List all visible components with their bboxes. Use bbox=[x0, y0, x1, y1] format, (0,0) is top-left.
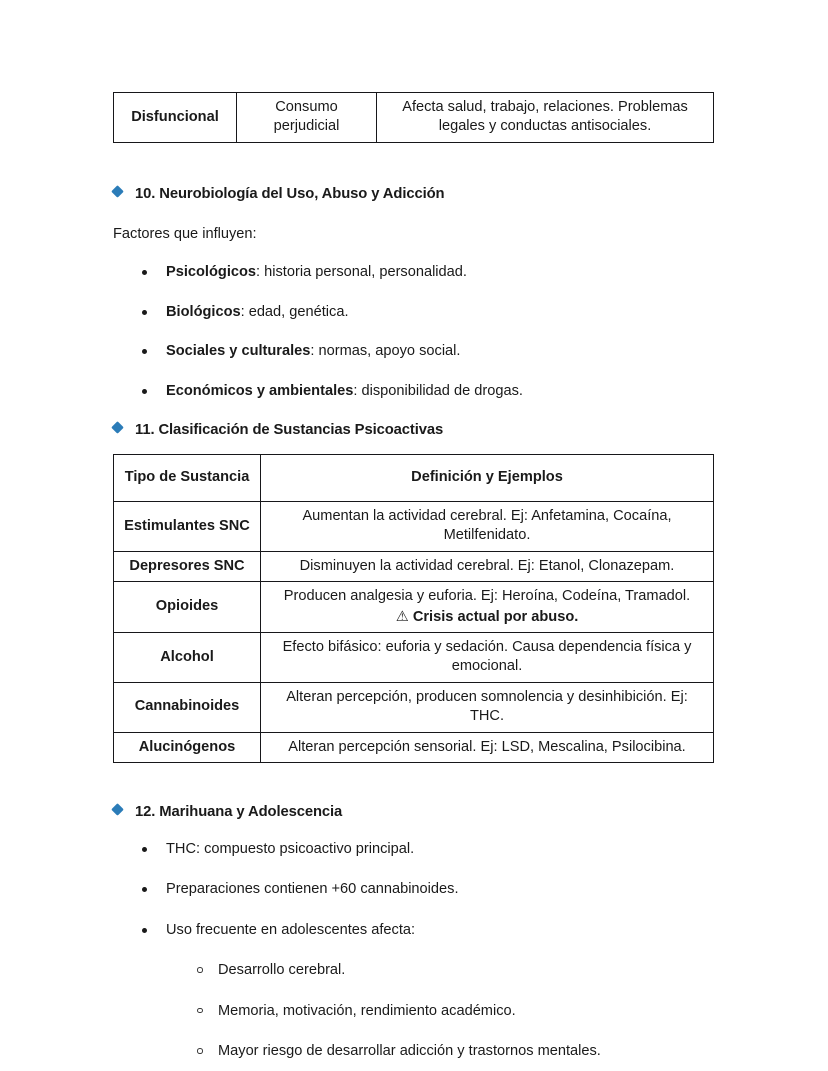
list-item-separator: : bbox=[256, 264, 265, 281]
substance-definition: Disminuyen la actividad cerebral. Ej: Etanol, Clonazepam. bbox=[261, 551, 714, 581]
factors-intro-text: Factores que influyen: bbox=[113, 225, 257, 242]
table-row bbox=[114, 632, 714, 682]
section-heading-11 bbox=[113, 422, 713, 438]
table-row bbox=[114, 93, 714, 143]
marihuana-sublist bbox=[113, 960, 713, 1061]
list-item: Uso frecuente en adolescentes afecta: bbox=[113, 920, 713, 940]
blue-diamond-icon bbox=[111, 421, 124, 434]
list-item: Memoria, motivación, rendimiento académico. bbox=[113, 1001, 713, 1021]
substance-definition: Alteran percepción, producen somnolencia y desinhibición. Ej: THC. bbox=[261, 682, 714, 732]
consumption-types-table bbox=[113, 92, 714, 143]
list-item-text: historia personal, personalidad. bbox=[264, 264, 467, 281]
list-item-term: Psicológicos bbox=[166, 264, 257, 281]
substance-type: Depresores SNC bbox=[114, 551, 261, 581]
section-heading-10 bbox=[113, 186, 713, 202]
section-heading-11-label: 11. Clasificación de Sustancias Psicoactivas bbox=[135, 421, 444, 438]
table-header-type: Tipo de Sustancia bbox=[114, 454, 261, 501]
warning-icon: ⚠ bbox=[395, 608, 409, 625]
table-row bbox=[114, 501, 714, 551]
consumption-type-description: Afecta salud, trabajo, relaciones. Problemas legales y conductas antisociales. bbox=[377, 93, 714, 143]
list-item bbox=[113, 341, 713, 361]
list-item-separator: : bbox=[240, 303, 249, 320]
table-row bbox=[114, 682, 714, 732]
table-header-definition: Definición y Ejemplos bbox=[261, 454, 714, 501]
list-item-text: disponibilidad de drogas. bbox=[361, 382, 523, 399]
list-item: Preparaciones contienen +60 cannabinoides. bbox=[113, 879, 713, 899]
list-item-term: Biológicos bbox=[166, 303, 241, 320]
list-item-separator: : bbox=[353, 382, 362, 399]
table-row bbox=[114, 582, 714, 633]
list-item-text: edad, genética. bbox=[248, 303, 349, 320]
document-content bbox=[113, 92, 713, 1062]
substance-definition: Alteran percepción sensorial. Ej: LSD, Mescalina, Psilocibina. bbox=[261, 732, 714, 762]
table-row bbox=[114, 732, 714, 762]
substance-warning-text: Crisis actual por abuso. bbox=[412, 608, 579, 625]
table-row bbox=[114, 551, 714, 581]
section-heading-10-label: 10. Neurobiología del Uso, Abuso y Adicción bbox=[135, 185, 445, 202]
list-item bbox=[113, 302, 713, 322]
substance-type: Opioides bbox=[114, 582, 261, 633]
psychoactive-substances-table bbox=[113, 454, 714, 763]
list-item: Desarrollo cerebral. bbox=[113, 960, 713, 980]
list-item-text: normas, apoyo social. bbox=[318, 343, 461, 360]
consumption-type-label: Disfuncional bbox=[114, 93, 237, 143]
section-heading-12 bbox=[113, 804, 713, 820]
marihuana-list bbox=[113, 839, 713, 940]
list-item: THC: compuesto psicoactivo principal. bbox=[113, 839, 713, 859]
substance-definition: Aumentan la actividad cerebral. Ej: Anfetamina, Cocaína, Metilfenidato. bbox=[261, 501, 714, 551]
substance-warning-line bbox=[268, 608, 706, 627]
list-item-separator: : bbox=[310, 343, 319, 360]
substance-definition: Producen analgesia y euforia. Ej: Heroína, Codeína, Tramadol. bbox=[283, 588, 691, 605]
section-heading-12-label: 12. Marihuana y Adolescencia bbox=[135, 803, 343, 820]
substance-type: Cannabinoides bbox=[114, 682, 261, 732]
substance-type: Alucinógenos bbox=[114, 732, 261, 762]
substance-type: Estimulantes SNC bbox=[114, 501, 261, 551]
list-item bbox=[113, 381, 713, 401]
blue-diamond-icon bbox=[111, 185, 124, 198]
substance-type: Alcohol bbox=[114, 632, 261, 682]
list-item-term: Económicos y ambientales bbox=[166, 382, 354, 399]
list-item: Mayor riesgo de desarrollar adicción y trastornos mentales. bbox=[113, 1041, 713, 1061]
consumption-type-short: Consumo perjudicial bbox=[237, 93, 377, 143]
substance-definition-cell bbox=[261, 582, 714, 633]
table-header-row bbox=[114, 454, 714, 501]
list-item bbox=[113, 262, 713, 282]
blue-diamond-icon bbox=[111, 803, 124, 816]
list-item-term: Sociales y culturales bbox=[166, 343, 311, 360]
substance-definition: Efecto bifásico: euforia y sedación. Causa dependencia física y emocional. bbox=[261, 632, 714, 682]
factors-list bbox=[113, 262, 713, 401]
